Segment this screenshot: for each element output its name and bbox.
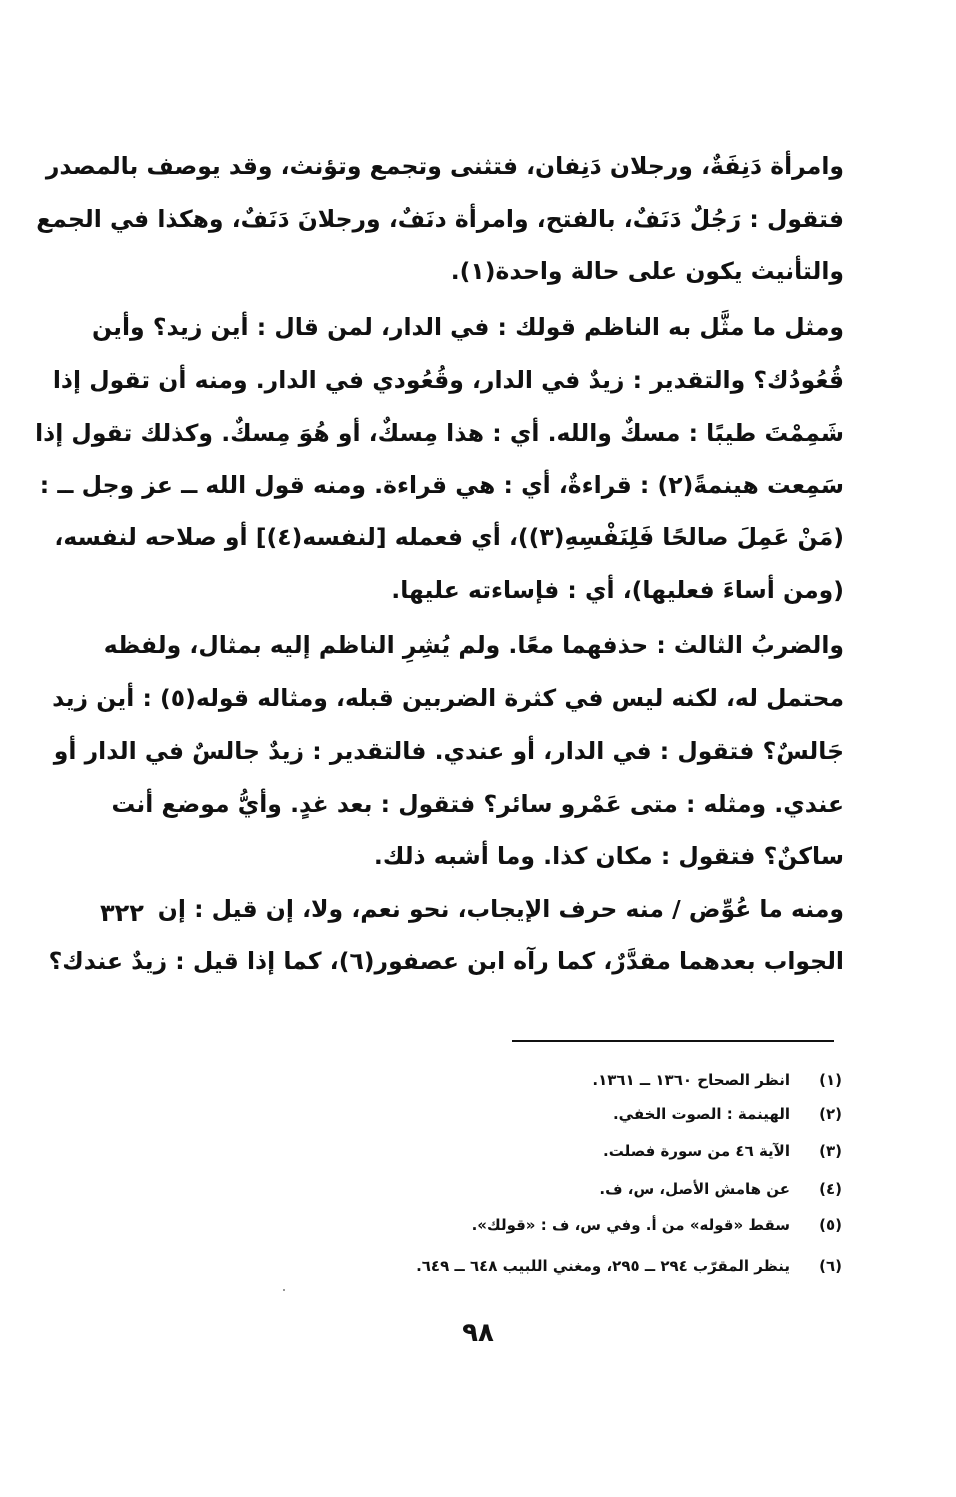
body-line: وامرأة دَنِفَةٌ، ورجلان دَنِفان، فتثنى وتجمع وتؤنث، وقد يوصف بالمصدر [45,152,844,180]
body-line: ساكنٌ؟ فتقول : مكان كذا. وما أشبه ذلك. [373,842,844,870]
footnote-text: سقط «قوله» من أ. وفي س، ف : «قولك». [471,1216,790,1234]
footnote [613,1101,842,1127]
body-line: سَمِعت هينمةً(٢) : قراءةٌ، أي : هي قراءة. ومنه قول الله ــ عز وجل ــ : [39,471,844,499]
body-line: جَالسٌ؟ فتقول : في الدار، أو عندي. فالتقدير : زيدٌ جالسٌ في الدار أو [53,737,844,765]
body-line: قُعُودُك؟ والتقدير : زيدٌ في الدار، وقُعُودي في الدار. ومنه أن تقول إذا [52,366,844,394]
body-line: والتأنيث يكون على حالة واحدة(١). [450,257,844,285]
footnote-text: عن هامش الأصل، س، ف. [599,1180,790,1198]
body-line: (مَنْ عَمِلَ صالحًا فَلِنَفْسِهِ(٣))، أي فعمله [لنفسه(٤)] أو صلاحه لنفسه، [54,523,844,551]
footnote-separator [512,1040,834,1042]
footnote-number: (١) [819,1071,842,1089]
body-line: ومنه ما عُوِّض / منه حرف الإيجاب، نحو نعم، ولا، إن قيل : إن [157,895,844,923]
body-line: (ومن أساءَ فعليها)، أي : فإساءته عليها. [391,576,844,604]
margin-page-reference: ٣٢٢ [100,899,144,927]
body-line: شَمِمْتَ طيبًا : مسكٌ والله. أي : هذا مِسكٌ، أو هُوَ مِسكٌ. وكذلك تقول إذا [35,419,844,447]
page-number: ٩٨ [462,1318,494,1348]
body-line: عندي. ومثله : متى عَمْرو سائر؟ فتقول : بعد غدٍ. وأيُّ موضع أنت [111,790,844,818]
body-line: ومثل ما مثَّل به الناظم قولك : في الدار، لمن قال : أين زيد؟ وأين [92,313,844,341]
footnote [472,1212,842,1238]
body-line: فتقول : رَجُلٌ دَنَفٌ، بالفتح، وامرأة دنَفٌ، ورجلانَ دَنَفٌ، وهكذا في الجمع [36,205,844,233]
body-line: محتمل له، لكنه ليس في كثرة الضربين قبله، ومثاله قوله(٥) : أين زيد [52,684,844,712]
footnote [416,1253,842,1279]
speck [283,1289,285,1291]
footnote-text: الآية ٤٦ من سورة فصلت. [603,1142,790,1160]
body-line: الجواب بعدهما مقدَّرٌ، كما رآه ابن عصفور(٦)، كما إذا قيل : زيدٌ عندك؟ [48,947,844,975]
footnote [599,1176,842,1202]
footnote-number: (٣) [819,1142,842,1160]
footnote-number: (٢) [819,1105,842,1123]
footnote-number: (٦) [819,1257,842,1275]
body-line: والضربُ الثالث : حذفهما معًا. ولم يُشِرِ الناظم إليه بمثال، ولفظه [103,631,844,659]
footnote-number: (٤) [819,1180,842,1198]
footnote-text: ينظر المقرّب ٢٩٤ ــ ٢٩٥، ومغني اللبيب ٦٤٨ ــ ٦٤٩. [416,1257,790,1275]
footnote-text: انظر الصحاح ١٣٦٠ ــ ١٣٦١. [592,1071,790,1089]
footnote [592,1067,842,1093]
footnote-text: الهينمة : الصوت الخفي. [612,1105,790,1123]
footnote [603,1138,842,1164]
footnote-number: (٥) [819,1216,842,1234]
